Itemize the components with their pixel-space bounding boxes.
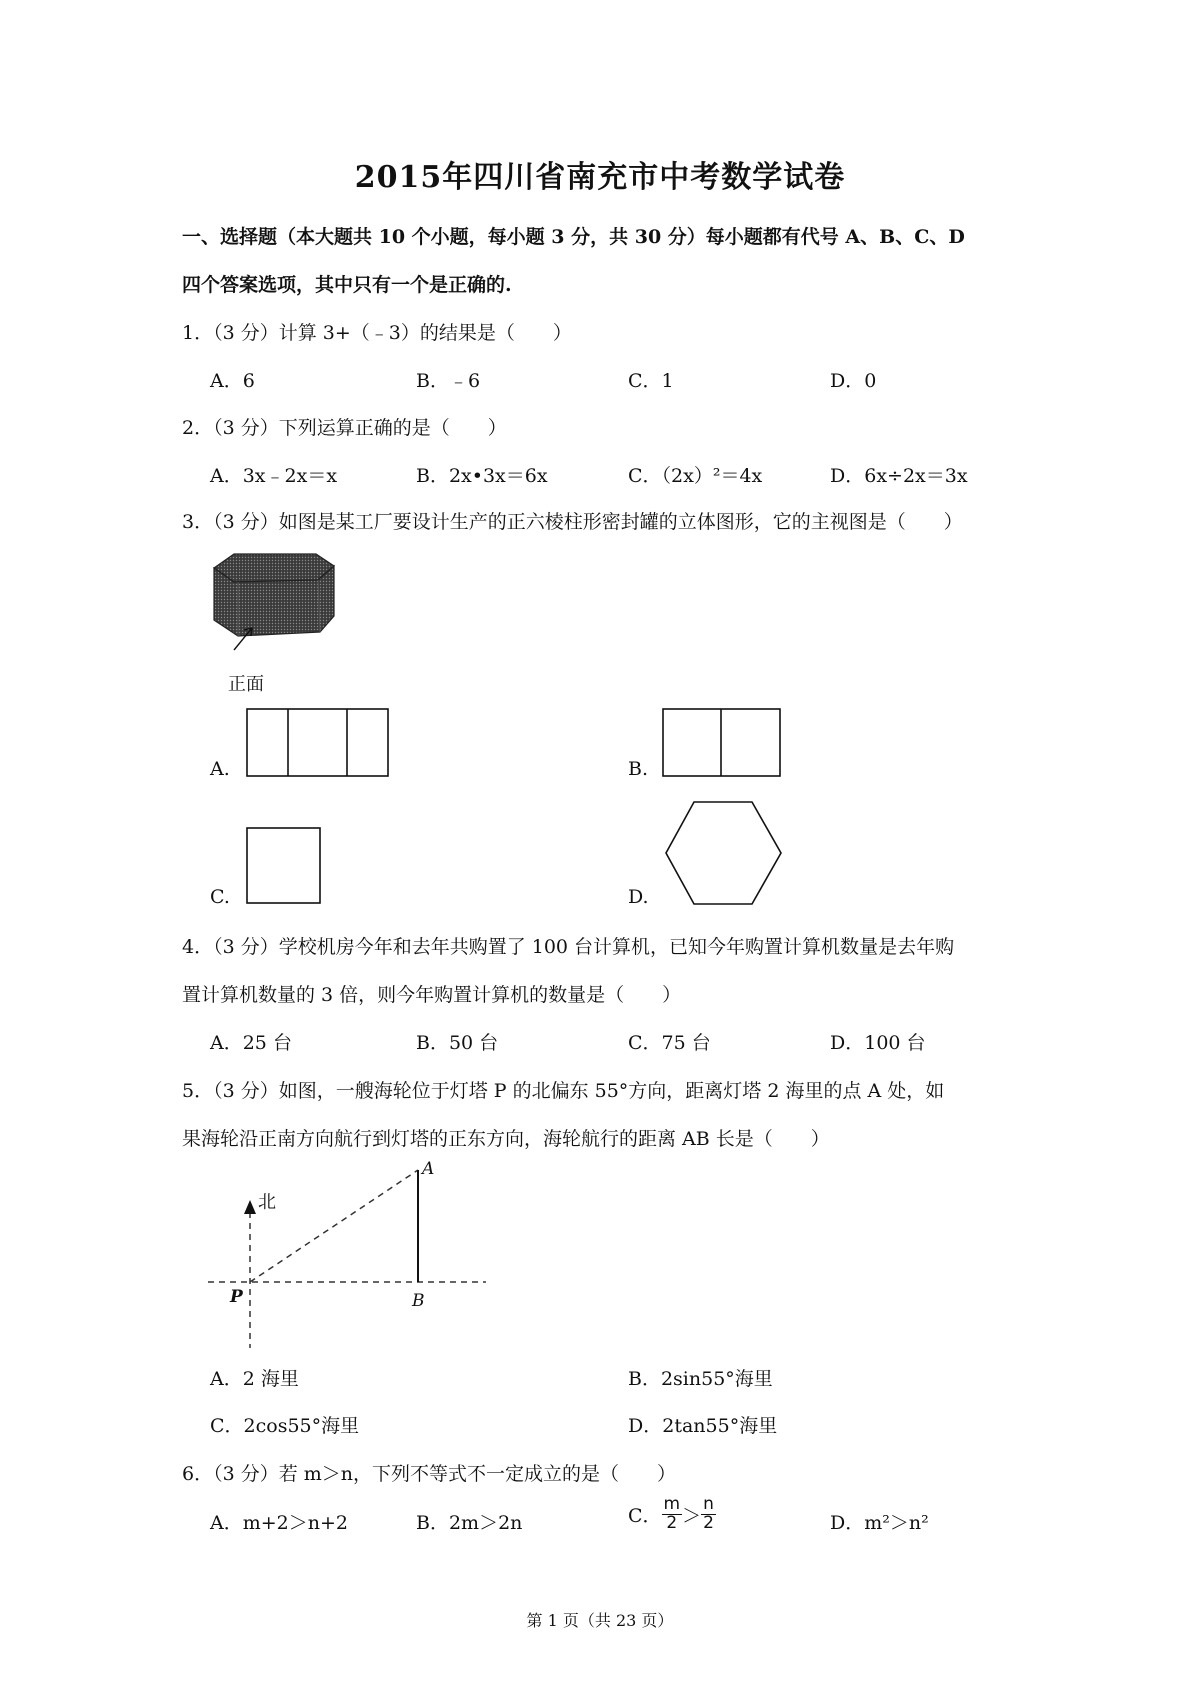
q6-option-a: A．m+2＞n+2 bbox=[210, 1512, 348, 1534]
q4-stem-line-1: 4．（3 分）学校机房今年和去年共购置了 100 台计算机，已知今年购置计算机数量是去年购 bbox=[182, 936, 955, 958]
fraction-denominator: 2 bbox=[666, 1512, 678, 1533]
greater-than-sign: ＞ bbox=[682, 1504, 702, 1527]
page-title: 2015年四川省南充市中考数学试卷 bbox=[354, 160, 846, 195]
q3-option-d-label: D. bbox=[628, 886, 649, 908]
q3-option-a-figure[interactable] bbox=[246, 708, 390, 778]
lighthouse-diagram bbox=[200, 1160, 500, 1350]
q6-option-c-label: C． bbox=[628, 1504, 662, 1527]
q1-option-a: A．6 bbox=[210, 370, 255, 392]
q1-option-c: C．1 bbox=[628, 370, 674, 392]
point-p-label: P bbox=[230, 1287, 243, 1307]
fraction-n-over-2 bbox=[701, 1496, 716, 1533]
q3-option-a-label: A. bbox=[210, 758, 230, 780]
q4-option-c: C．75 台 bbox=[628, 1032, 711, 1054]
north-label: 北 bbox=[258, 1192, 276, 1213]
fraction-denominator: 2 bbox=[703, 1512, 714, 1533]
q4-option-b: B．50 台 bbox=[416, 1032, 499, 1054]
q2-stem: 2．（3 分）下列运算正确的是（ ） bbox=[182, 417, 507, 439]
q5-option-c: C．2cos55°海里 bbox=[210, 1415, 360, 1437]
q3-option-b-figure[interactable] bbox=[662, 708, 782, 778]
q4-option-d: D．100 台 bbox=[830, 1032, 926, 1054]
fraction-m-over-2 bbox=[662, 1496, 683, 1533]
point-a-label: A bbox=[422, 1159, 435, 1179]
q6-option-c bbox=[628, 1496, 716, 1533]
fraction-numerator: m bbox=[663, 1494, 681, 1514]
q6-option-d: D．m²＞n² bbox=[830, 1512, 929, 1534]
q4-stem-line-2: 置计算机数量的 3 倍，则今年购置计算机的数量是（ ） bbox=[182, 984, 682, 1006]
q6-stem: 6．（3 分）若 m＞n，下列不等式不一定成立的是（ ） bbox=[182, 1463, 677, 1485]
q5-stem-line-1: 5．（3 分）如图，一艘海轮位于灯塔 P 的北偏东 55°方向，距离灯塔 2 海里的点 A 处，如 bbox=[182, 1080, 945, 1102]
page-footer: 第 1 页（共 23 页） bbox=[526, 1611, 674, 1630]
q1-option-b: B．﹣6 bbox=[416, 370, 481, 392]
q3-stem: 3．（3 分）如图是某工厂要设计生产的正六棱柱形密封罐的立体图形，它的主视图是（ ） bbox=[182, 511, 963, 533]
q3-option-c-label: C. bbox=[210, 886, 230, 908]
fraction-numerator: n bbox=[703, 1494, 714, 1514]
q2-option-a: A．3x﹣2x＝x bbox=[210, 465, 338, 487]
section-header-line-1: 一、选择题（本大题共 10 个小题，每小题 3 分，共 30 分）每小题都有代号 A、B、C、D bbox=[182, 226, 965, 248]
q5-option-a: A．2 海里 bbox=[210, 1368, 299, 1390]
q5-option-b: B．2sin55°海里 bbox=[628, 1368, 773, 1390]
section-header-line-2: 四个答案选项，其中只有一个是正确的. bbox=[182, 274, 512, 296]
front-view-label: 正面 bbox=[228, 674, 264, 695]
q3-option-d-figure[interactable] bbox=[664, 800, 784, 906]
q5-option-d: D．2tan55°海里 bbox=[628, 1415, 778, 1437]
point-b-label: B bbox=[412, 1291, 425, 1311]
q3-option-c-figure[interactable] bbox=[246, 827, 322, 905]
hexagonal-prism-figure bbox=[208, 550, 343, 650]
q1-option-d: D．0 bbox=[830, 370, 877, 392]
q4-option-a: A．25 台 bbox=[210, 1032, 292, 1054]
q2-option-d: D．6x÷2x＝3x bbox=[830, 465, 968, 487]
q1-stem: 1．（3 分）计算 3+（﹣3）的结果是（ ） bbox=[182, 322, 572, 344]
q6-option-b: B．2m＞2n bbox=[416, 1512, 523, 1534]
q3-option-b-label: B. bbox=[628, 758, 649, 780]
q2-option-c: C．（2x）²＝4x bbox=[628, 465, 763, 487]
q5-stem-line-2: 果海轮沿正南方向航行到灯塔的正东方向，海轮航行的距离 AB 长是（ ） bbox=[182, 1128, 830, 1150]
q2-option-b: B．2x•3x＝6x bbox=[416, 465, 548, 487]
